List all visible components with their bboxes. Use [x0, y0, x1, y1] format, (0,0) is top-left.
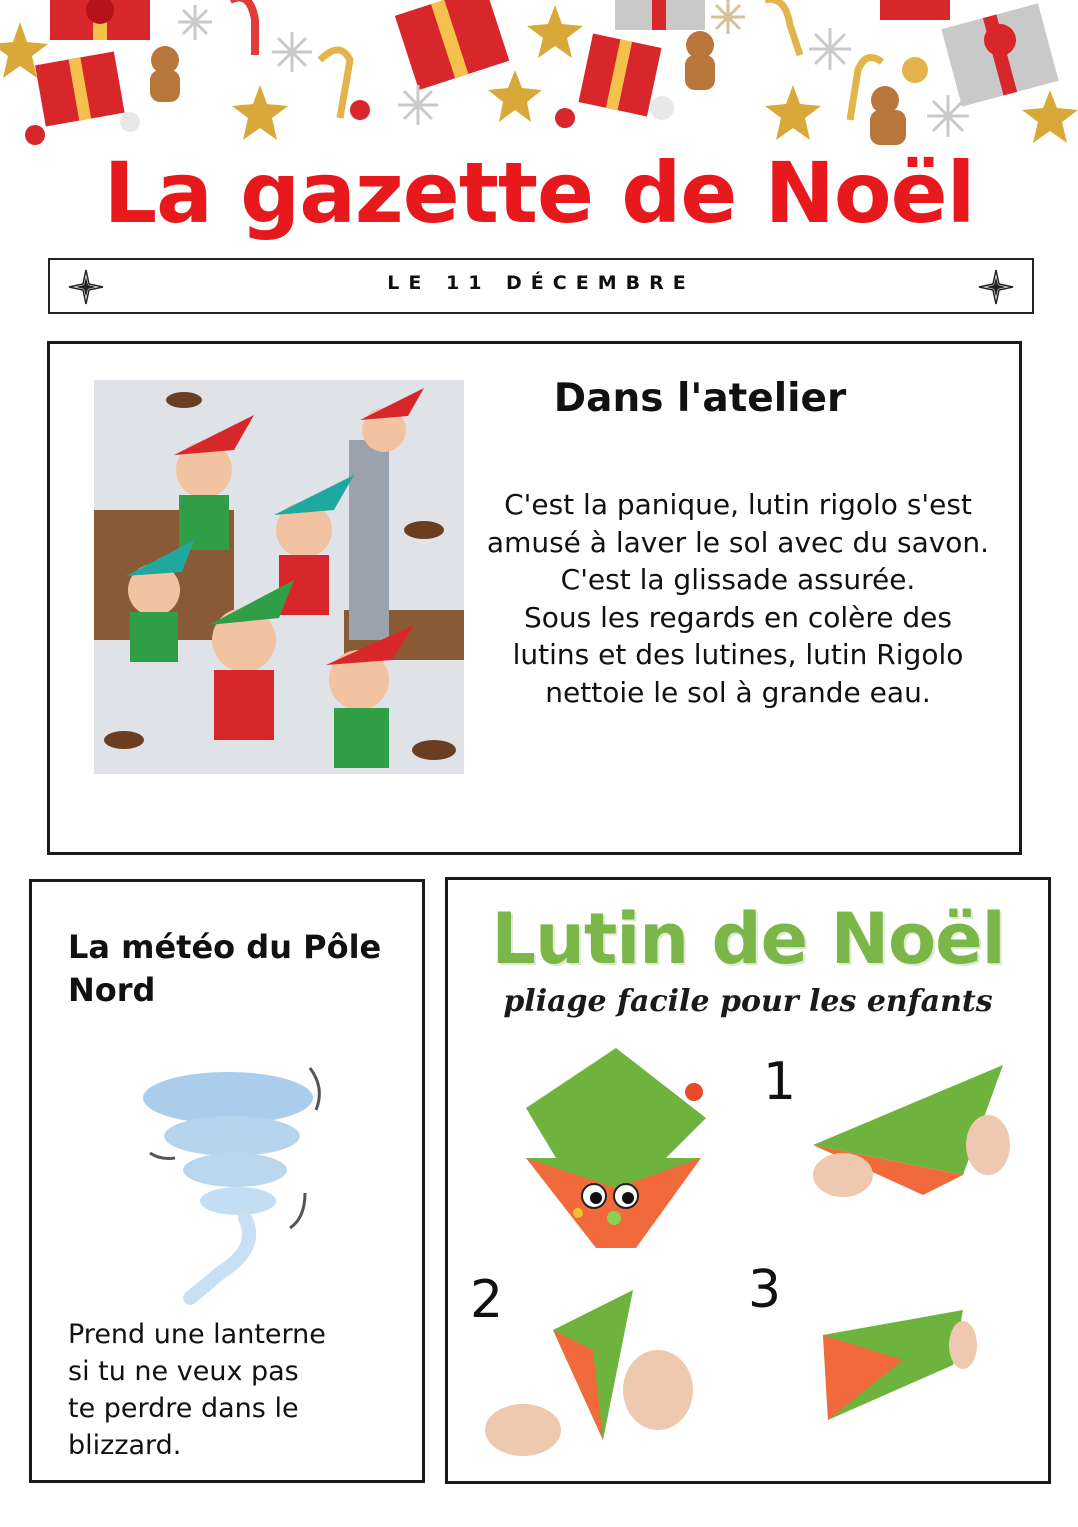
origami-title: Lutin de Noël: [491, 898, 1005, 980]
article-title: Dans l'atelier: [553, 376, 847, 421]
origami-step-image: [813, 1305, 978, 1425]
candy-cane-icon: [320, 50, 350, 118]
gingerbread-icon: [870, 86, 906, 145]
origami-step-image: [803, 1055, 1013, 1220]
weather-box: [29, 879, 425, 1483]
christmas-decoration-band: [0, 0, 1078, 160]
ornament-ball-icon: [350, 100, 370, 120]
step-number: 3: [748, 1260, 782, 1320]
gift-icon: [578, 33, 661, 116]
origami-elf-figure: [516, 1048, 716, 1258]
article-atelier: [47, 341, 1022, 855]
ornament-ball-icon: [555, 108, 575, 128]
compass-star-icon: [978, 269, 1014, 305]
article-body: C'est la panique, lutin rigolo s'est amusé à laver le sol avec du savon. C'est la glissade assurée. Sous les regards en colère des lutins et des lutines, lutin Rigolo nettoie le sol à grande eau.: [486, 488, 990, 709]
star-icon: [232, 85, 288, 140]
snowflake-icon: [272, 32, 312, 72]
candy-cane-icon: [230, 0, 255, 55]
date-banner: [48, 258, 1034, 314]
ornament-ball-icon: [902, 57, 928, 83]
gingerbread-icon: [150, 46, 180, 102]
gift-icon: [35, 52, 125, 127]
snowflake-icon: [711, 0, 745, 34]
snowflake-icon: [809, 28, 851, 70]
gift-icon: [941, 3, 1058, 106]
origami-guide-box: [445, 877, 1051, 1484]
snowflake-icon: [398, 85, 438, 125]
tornado-icon: [120, 1058, 340, 1308]
gift-icon: [50, 0, 150, 40]
ornament-ball-icon: [650, 96, 674, 120]
candy-cane-icon: [765, 0, 800, 55]
star-icon: [488, 70, 542, 122]
weather-title: La météo du Pôle Nord: [68, 928, 382, 1009]
gift-icon: [880, 0, 950, 20]
star-icon: [527, 5, 583, 58]
step-number: 2: [470, 1270, 504, 1330]
step-number: 1: [763, 1052, 797, 1112]
star-icon: [1022, 90, 1078, 143]
star-icon: [765, 85, 821, 140]
snowflake-icon: [178, 5, 212, 40]
newspaper-title: La gazette de Noël: [103, 144, 975, 242]
gingerbread-icon: [685, 31, 715, 90]
issue-date: LE 11 DÉCEMBRE: [387, 272, 695, 294]
origami-subtitle: pliage facile pour les enfants: [503, 984, 993, 1019]
weather-text: Prend une lanterne si tu ne veux pas te perdre dans le blizzard.: [68, 1319, 326, 1461]
origami-step-image: [483, 1290, 693, 1460]
elves-workshop-illustration: [94, 380, 464, 774]
ornament-ball-icon: [120, 112, 140, 132]
gift-icon: [615, 0, 705, 30]
gift-icon: [395, 0, 509, 90]
